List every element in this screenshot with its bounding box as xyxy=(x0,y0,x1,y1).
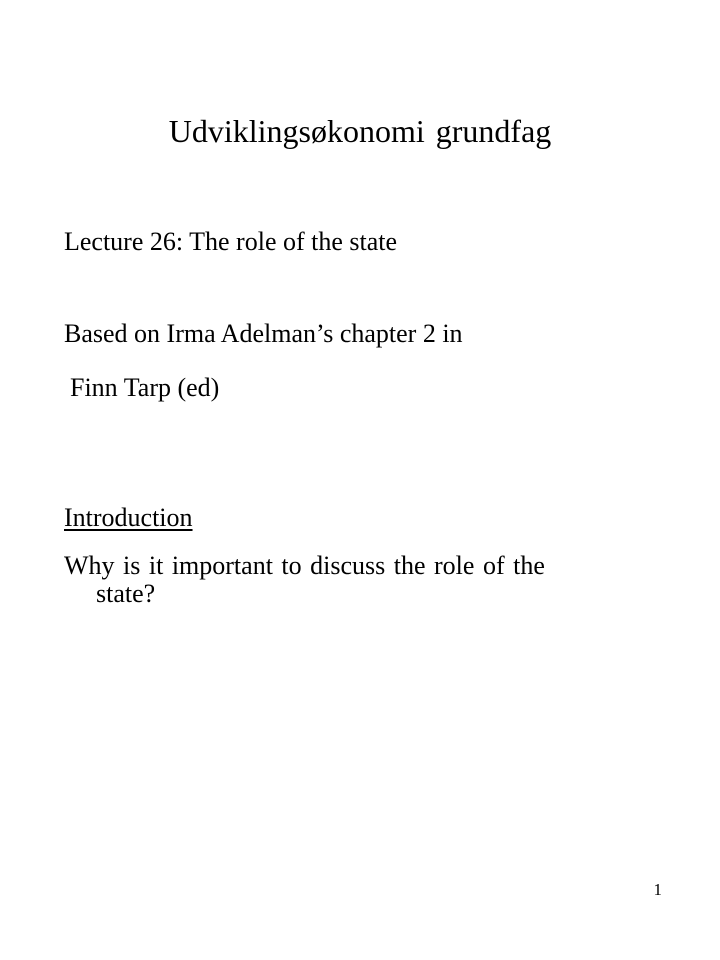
question-line-2: state? xyxy=(96,579,156,608)
section-heading-introduction: Introduction xyxy=(64,503,193,532)
slide-title: Udviklingsøkonomi grundfag xyxy=(168,113,552,149)
question-line-1: Why is it important to discuss the role of the xyxy=(64,551,545,580)
lecture-heading: Lecture 26: The role of the state xyxy=(64,227,398,256)
source-line-1: Based on Irma Adelman’s chapter 2 in xyxy=(64,319,463,348)
page-number: 1 xyxy=(653,880,662,899)
source-line-2: Finn Tarp (ed) xyxy=(70,373,220,402)
